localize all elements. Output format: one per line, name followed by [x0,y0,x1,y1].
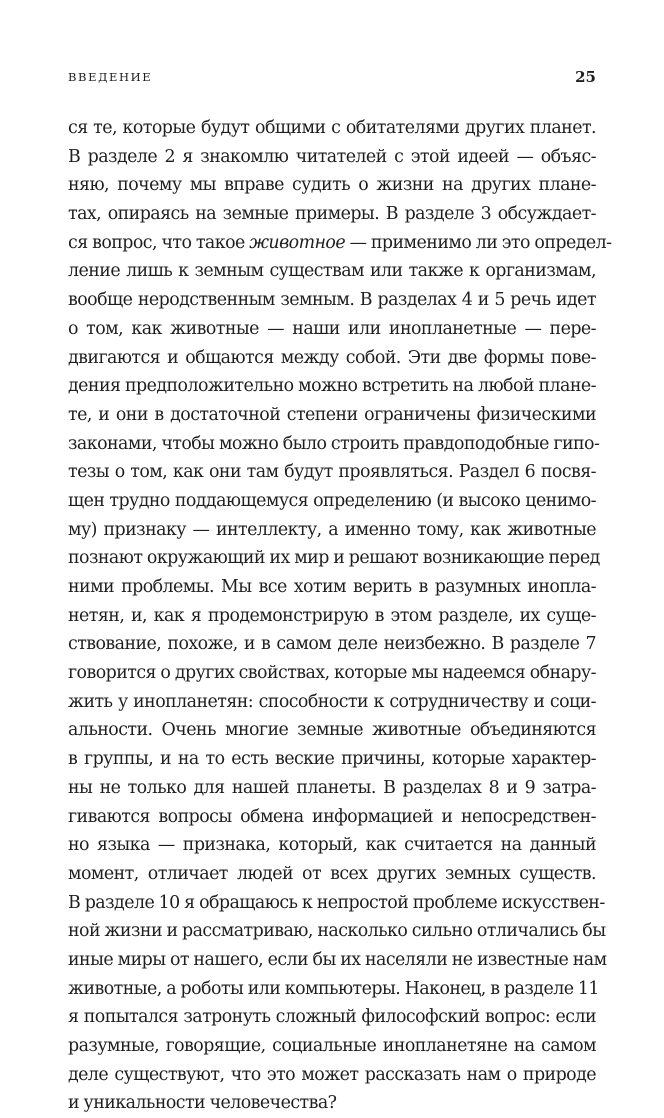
text-line: ствование, похоже, и в самом деле неизбежно. В разделе 7 [68,634,596,655]
text-line: я попытался затронуть сложный философский вопрос: если [68,1007,596,1028]
text-line: законами, чтобы можно было строить правдоподобные гипо- [68,433,600,454]
text-line: двигаются и общаются между собой. Эти две формы пове- [68,347,596,368]
text-segment: — применимо ли это определ- [345,232,612,253]
text-line: няю, почему мы вправе судить о жизни на других плане- [68,175,596,196]
text-line: познают окружающий их мир и решают возникающие перед [68,548,600,569]
text-line: говорится о других свойствах, которые мы надеемся обнару- [68,663,596,684]
text-line: в группы, и на то есть веские причины, которые характер- [68,749,596,770]
text-line: дения предположительно можно встретить на любой плане- [68,376,596,397]
running-head: ВВЕДЕНИЕ [68,70,153,84]
text-line: В разделе 10 я обращаюсь к непростой проблеме искусствен- [68,892,605,913]
text-line: но языка — признака, который, как считается на данный [68,835,596,856]
text-line: щен трудно поддающемуся определению (и высоко ценимо- [68,490,596,511]
text-line: момент, отличает людей от всех других земных существ. [68,863,596,884]
text-line: ся те, которые будут общими с обитателями других планет. [68,118,596,138]
text-line: гиваются вопросы обмена информацией и непосредствен- [68,806,596,827]
text-line: ними проблемы. Мы все хотим верить в разумных инопла- [68,577,596,597]
text-line: тах, опираясь на земные примеры. В разделе 3 обсуждает- [68,204,596,225]
body-text [68,114,612,1118]
text-line: ление лишь к земным существам или также к организмам, [68,261,596,282]
text-line: ны не только для нашей планеты. В разделах 8 и 9 затра- [68,777,596,798]
text-line: жить у инопланетян: способности к сотрудничеству и соци- [68,691,596,712]
text-line: В разделе 2 я знакомлю читателей с этой идеей — объяс- [68,146,596,167]
text-line: разумные, говорящие, социальные инопланетяне на самом [68,1036,596,1056]
text-line: о том, как животные — наши или инопланетные — пере- [68,318,596,339]
text-segment: ся вопрос, что такое [68,232,250,253]
italic-term: животное [249,232,346,253]
text-line: ной жизни и рассматриваю, насколько сильно отличались бы [68,921,606,942]
page-number: 25 [575,68,596,86]
text-line [68,229,612,258]
text-line: вообще неродственным земным. В разделах 4 и 5 речь идет [68,290,596,311]
text-line: му) признаку — интеллекту, а именно тому, как животные [68,519,596,540]
text-line: животные, а роботы или компьютеры. Наконец, в разделе 11 [68,978,599,999]
text-line: иные миры от нашего, если бы их населяли не известные нам [68,949,607,970]
text-line: нетян, и, как я продемонстрирую в этом разделе, их суще- [68,605,596,626]
text-line: деле существуют, что это может рассказать нам о природе [68,1064,596,1085]
text-line: тезы о том, как они там будут проявляться. Раздел 6 посвя- [68,462,596,483]
page-header [68,68,596,88]
text-line: и уникальности человечества? [68,1093,337,1114]
text-line: те, и они в достаточной степени ограничены физическими [68,404,596,425]
text-line: альности. Очень многие земные животные объединяются [68,720,596,741]
